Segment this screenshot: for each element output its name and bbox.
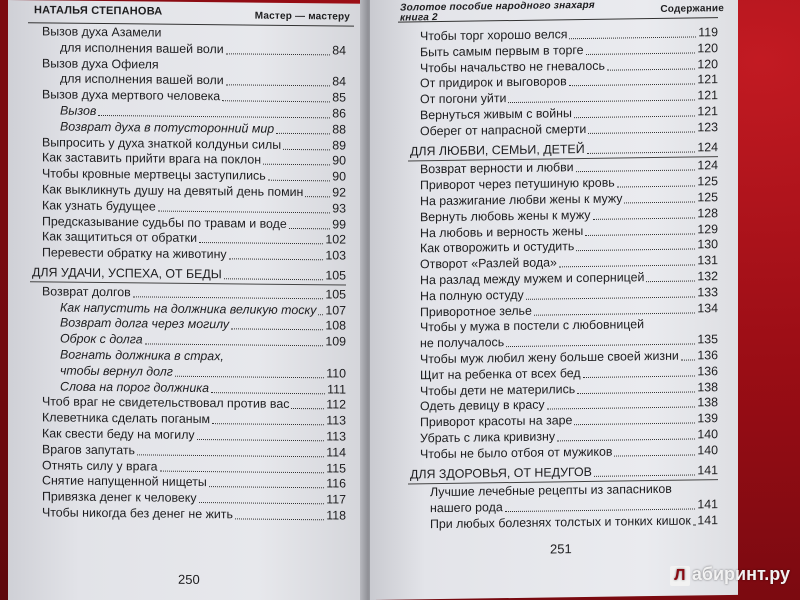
toc-leader-dots xyxy=(160,470,324,473)
toc-leader-dots xyxy=(569,84,695,87)
toc-page-number: 138 xyxy=(697,379,718,394)
toc-entry-title: Одеть девицу в красу xyxy=(420,397,545,414)
labirint-watermark xyxy=(670,564,790,586)
toc-leader-dots xyxy=(693,524,695,525)
toc-page-number: 84 xyxy=(332,74,346,89)
toc-leader-dots xyxy=(199,502,324,504)
toc-leader-dots xyxy=(212,423,324,425)
toc-leader-dots xyxy=(526,296,695,299)
toc-leader-dots xyxy=(268,180,330,182)
toc-leader-dots xyxy=(229,258,323,260)
toc-page-number: 141 xyxy=(697,462,718,477)
toc-page-number: 85 xyxy=(332,90,346,105)
toc-entry-title: Вызов духа Азамели xyxy=(42,24,162,40)
toc-page-number: 117 xyxy=(326,492,346,507)
left-page xyxy=(8,0,364,600)
toc-entry-title: На разлад между мужем и соперницей xyxy=(420,270,645,288)
toc-leader-dots xyxy=(276,133,330,135)
toc-page-number: 133 xyxy=(697,284,718,300)
toc-page-number: 141 xyxy=(697,497,718,512)
toc-entry-title: На полную остуду xyxy=(420,287,524,304)
toc-entry-title: Чтобы никогда без денег не жить xyxy=(42,505,233,522)
toc-page-number: 111 xyxy=(327,381,346,397)
toc-leader-dots xyxy=(646,280,695,282)
toc-entry-title: От погони уйти xyxy=(420,91,507,107)
toc-entry-title: Вызов xyxy=(60,103,97,118)
toc-leader-dots xyxy=(226,85,330,87)
toc-entry-title: для исполнения вашей воли xyxy=(60,71,224,88)
toc-entry-title: Слова на порог должника xyxy=(60,379,209,395)
toc-page-number: 121 xyxy=(697,88,718,103)
right-page xyxy=(370,0,738,600)
labirint-logo-icon: Л xyxy=(670,566,690,586)
toc-page-number: 139 xyxy=(697,411,718,426)
toc-leader-dots xyxy=(158,210,330,213)
toc-page-number: 93 xyxy=(332,201,346,216)
toc-leader-dots xyxy=(559,265,695,268)
toc-entry-title: Вернуть любовь жены к мужу xyxy=(420,207,591,225)
toc-leader-dots xyxy=(588,131,695,133)
toc-entry-title: Перевести обратку на животину xyxy=(42,245,227,262)
book-title: Мастер — мастеру xyxy=(254,10,350,23)
toc-page-number: 128 xyxy=(697,205,718,221)
toc-page-number: 118 xyxy=(326,508,346,523)
toc-entry-title: Возврат духа в потусторонний мир xyxy=(60,119,275,136)
toc-leader-dots xyxy=(175,375,324,378)
toc-leader-dots xyxy=(235,518,324,520)
toc-leader-dots xyxy=(211,392,325,394)
toc-page-number: 103 xyxy=(325,248,346,263)
series-title-line2: книга 2 xyxy=(400,12,438,24)
toc-page-number: 115 xyxy=(326,460,346,476)
toc-leader-dots xyxy=(145,344,323,347)
toc-leader-dots xyxy=(224,278,323,280)
toc-page-number: 121 xyxy=(697,72,718,87)
toc-leader-dots xyxy=(574,115,695,118)
toc-page-number: 105 xyxy=(325,268,346,283)
toc-page-number: 92 xyxy=(332,185,346,200)
toc-leader-dots xyxy=(574,423,695,426)
toc-entry-title: Вызов духа мертвого человека xyxy=(42,87,221,104)
toc-entry-title: Привязка денег к человеку xyxy=(42,489,197,506)
toc-entry-title: ДЛЯ ЗДОРОВЬЯ, ОТ НЕДУГОВ xyxy=(410,464,592,481)
toc-leader-dots xyxy=(305,196,330,197)
toc-leader-dots xyxy=(137,454,324,457)
author-name: НАТАЛЬЯ СТЕПАНОВА xyxy=(34,4,163,18)
toc-page-number: 120 xyxy=(697,40,718,56)
toc-entry-title: Приворотное зелье xyxy=(420,303,532,319)
toc-entry-title: Чтобы у мужа в постели с любовницей xyxy=(420,317,645,335)
toc-leader-dots xyxy=(318,314,323,315)
toc-entry-title: Чтобы начальство не гневалось xyxy=(420,58,605,75)
toc-entry-title: Оброк с долга xyxy=(60,331,143,347)
toc-page-number: 102 xyxy=(325,232,346,247)
toc-page-number: 90 xyxy=(332,153,346,168)
toc-entry-title: На разжигание любви жены к мужу xyxy=(420,191,623,209)
toc-page-number: 136 xyxy=(697,363,718,379)
toc-entry-title: Как свести беду на могилу xyxy=(42,426,195,442)
toc-page-number: 112 xyxy=(326,397,346,412)
toc-leader-dots xyxy=(593,217,695,219)
toc-entry-title: нашего рода xyxy=(430,500,503,516)
toc-entry-title: Предсказывание судьбы по травам и воде xyxy=(42,213,287,231)
page-number-right: 251 xyxy=(550,541,572,557)
toc-entry-title: не получалось xyxy=(420,335,505,351)
toc-page-number: 110 xyxy=(326,366,346,381)
toc-entry-title: Возврат долгов xyxy=(42,284,131,300)
toc-leader-dots xyxy=(199,242,323,244)
toc-entry-title: Вернуться живым с войны xyxy=(420,106,572,123)
toc-entry-title: Как отворожить и остудить xyxy=(420,239,575,256)
toc-entry-title: Чтобы кровные мертвецы заступились xyxy=(42,166,266,183)
toc-entry-title: Быть самым первым в торге xyxy=(420,42,584,60)
toc-page-number: 129 xyxy=(697,221,718,236)
toc-leader-dots xyxy=(291,408,324,409)
toc-entry-title: Отворот «Разлей вода» xyxy=(420,255,557,272)
toc-entry-title: чтобы вернул долг xyxy=(60,363,173,379)
toc-page-number: 114 xyxy=(326,445,346,460)
toc-leader-dots xyxy=(624,201,695,203)
toc-page-number: 134 xyxy=(697,300,718,315)
toc-section-heading xyxy=(370,462,738,483)
toc-page-number: 107 xyxy=(325,302,346,318)
toc-leader-dots xyxy=(506,344,695,348)
toc-entry-title: Отнять силу у врага xyxy=(42,457,158,474)
toc-right xyxy=(370,25,738,534)
toc-entry-title: Чтобы торг хорошо велся xyxy=(420,27,568,44)
toc-entry xyxy=(8,505,364,525)
toc-left xyxy=(8,24,364,524)
toc-page-number: 116 xyxy=(326,476,346,491)
toc-entry-title: Щит на ребенка от всех бед xyxy=(420,365,581,383)
toc-page-number: 86 xyxy=(332,106,346,121)
toc-page-number: 123 xyxy=(697,119,718,135)
toc-entry-title: Приворот красоты на заре xyxy=(420,413,573,430)
toc-leader-dots xyxy=(594,474,695,476)
toc-entry-title: Вогнать должника в страх, xyxy=(60,347,224,364)
toc-leader-dots xyxy=(586,52,695,55)
toc-entry-title: Оберег от напрасной смерти xyxy=(420,121,587,139)
toc-page-number: 120 xyxy=(697,56,718,72)
toc-page-number: 140 xyxy=(697,427,718,442)
section-title: Содержание xyxy=(660,3,724,15)
toc-entry-title: Как защититься от обратки xyxy=(42,229,197,246)
toc-page-number: 89 xyxy=(332,137,346,153)
toc-entry-title: Убрать с лика кривизну xyxy=(420,429,556,446)
toc-page-number: 99 xyxy=(332,216,346,232)
toc-leader-dots xyxy=(197,439,324,441)
toc-leader-dots xyxy=(289,228,330,229)
toc-page-number: 105 xyxy=(325,287,346,302)
toc-leader-dots xyxy=(617,186,695,188)
toc-entry-title: Чтобы дети не матерились xyxy=(420,381,576,398)
toc-page-number: 124 xyxy=(697,158,718,173)
toc-leader-dots xyxy=(283,148,330,149)
toc-page-number: 140 xyxy=(697,442,718,458)
toc-entry-title: для исполнения вашей воли xyxy=(60,40,224,57)
toc-entry-title: ДЛЯ ЛЮБВИ, СЕМЬИ, ДЕТЕЙ xyxy=(410,141,585,159)
toc-leader-dots xyxy=(98,115,330,118)
toc-entry-title: На любовь и верность жены xyxy=(420,223,584,240)
toc-entry-title: При любых болезнях толстых и тонких кишок xyxy=(430,513,691,532)
toc-page-number: 124 xyxy=(697,139,718,155)
toc-leader-dots xyxy=(577,391,695,394)
toc-entry-title: Вызов духа Офиеля xyxy=(42,55,159,72)
toc-entry-title: Врагов запутать xyxy=(42,442,135,458)
toc-page-number: 130 xyxy=(697,237,718,252)
toc-page-number: 113 xyxy=(326,413,346,428)
toc-entry xyxy=(8,245,364,265)
toc-leader-dots xyxy=(133,296,323,299)
toc-page-number: 136 xyxy=(697,348,718,363)
toc-leader-dots xyxy=(587,151,695,154)
toc-entry-title: Как заставить прийти врага на поклон xyxy=(42,150,262,168)
toc-page-number: 141 xyxy=(697,513,718,528)
toc-entry-title: Возврат долга через могилу xyxy=(60,315,230,332)
toc-entry-title: Приворот через петушиную кровь xyxy=(420,175,615,193)
toc-leader-dots xyxy=(614,454,695,456)
toc-page-number: 125 xyxy=(697,190,718,205)
toc-leader-dots xyxy=(585,233,695,236)
toc-leader-dots xyxy=(607,68,695,70)
toc-entry-title: Как узнать будущее xyxy=(42,198,156,214)
toc-leader-dots xyxy=(569,36,696,39)
toc-leader-dots xyxy=(576,249,695,252)
toc-leader-dots xyxy=(534,312,695,315)
toc-entry-title: ДЛЯ УДАЧИ, УСПЕХА, ОТ БЕДЫ xyxy=(32,265,222,282)
toc-page-number: 135 xyxy=(697,332,718,347)
toc-page-number: 138 xyxy=(697,395,718,410)
toc-page-number: 90 xyxy=(332,169,346,184)
toc-leader-dots xyxy=(681,359,695,360)
toc-page-number: 88 xyxy=(332,122,346,137)
toc-page-number: 84 xyxy=(332,43,346,58)
toc-leader-dots xyxy=(576,170,695,173)
toc-leader-dots xyxy=(226,53,330,55)
toc-leader-dots xyxy=(508,100,695,104)
toc-page-number: 113 xyxy=(326,429,346,444)
toc-leader-dots xyxy=(583,375,695,378)
toc-entry-title: Выпросить у духа знаткой колдуньи силы xyxy=(42,134,282,152)
toc-entry-title: Лучшие лечебные рецепты из запасников xyxy=(430,482,672,500)
toc-entry-title: Чтобы муж любил жену больше своей жизни xyxy=(420,348,679,367)
toc-page-number: 132 xyxy=(697,269,718,284)
toc-entry-title: Снятие напущенной нищеты xyxy=(42,473,207,490)
toc-entry-title: Возврат верности и любви xyxy=(420,160,574,177)
toc-entry-title: Клеветника сделать поганым xyxy=(42,410,211,427)
toc-page-number: 109 xyxy=(325,334,346,349)
toc-leader-dots xyxy=(557,438,695,441)
series-title-line1: Золотое пособие народного знахаря xyxy=(400,0,595,14)
toc-leader-dots xyxy=(222,100,330,102)
toc-page-number: 121 xyxy=(697,104,718,119)
toc-section-heading xyxy=(8,265,364,285)
toc-page-number: 131 xyxy=(697,253,718,268)
toc-entry-title: От придирок и выговоров xyxy=(420,74,567,91)
page-number-left: 250 xyxy=(178,571,200,588)
toc-page-number: 119 xyxy=(698,25,718,40)
toc-leader-dots xyxy=(209,486,324,488)
toc-section-heading xyxy=(370,139,738,160)
toc-leader-dots xyxy=(263,164,330,166)
toc-entry-title: Чтоб враг не свидетельствовал против вас xyxy=(42,394,290,412)
watermark-text: абиринт.ру xyxy=(691,564,790,584)
toc-leader-dots xyxy=(231,329,323,331)
toc-entry-title: Как выкликнуть душу на девятый день помин xyxy=(42,182,304,200)
toc-leader-dots xyxy=(505,509,695,513)
toc-page-number: 125 xyxy=(697,174,718,189)
toc-entry-title: Как напустить на должника великую тоску xyxy=(60,300,317,317)
toc-leader-dots xyxy=(547,407,695,410)
toc-entry-title: Чтобы не было отбоя от мужиков xyxy=(420,444,613,462)
toc-page-number: 108 xyxy=(325,318,346,333)
